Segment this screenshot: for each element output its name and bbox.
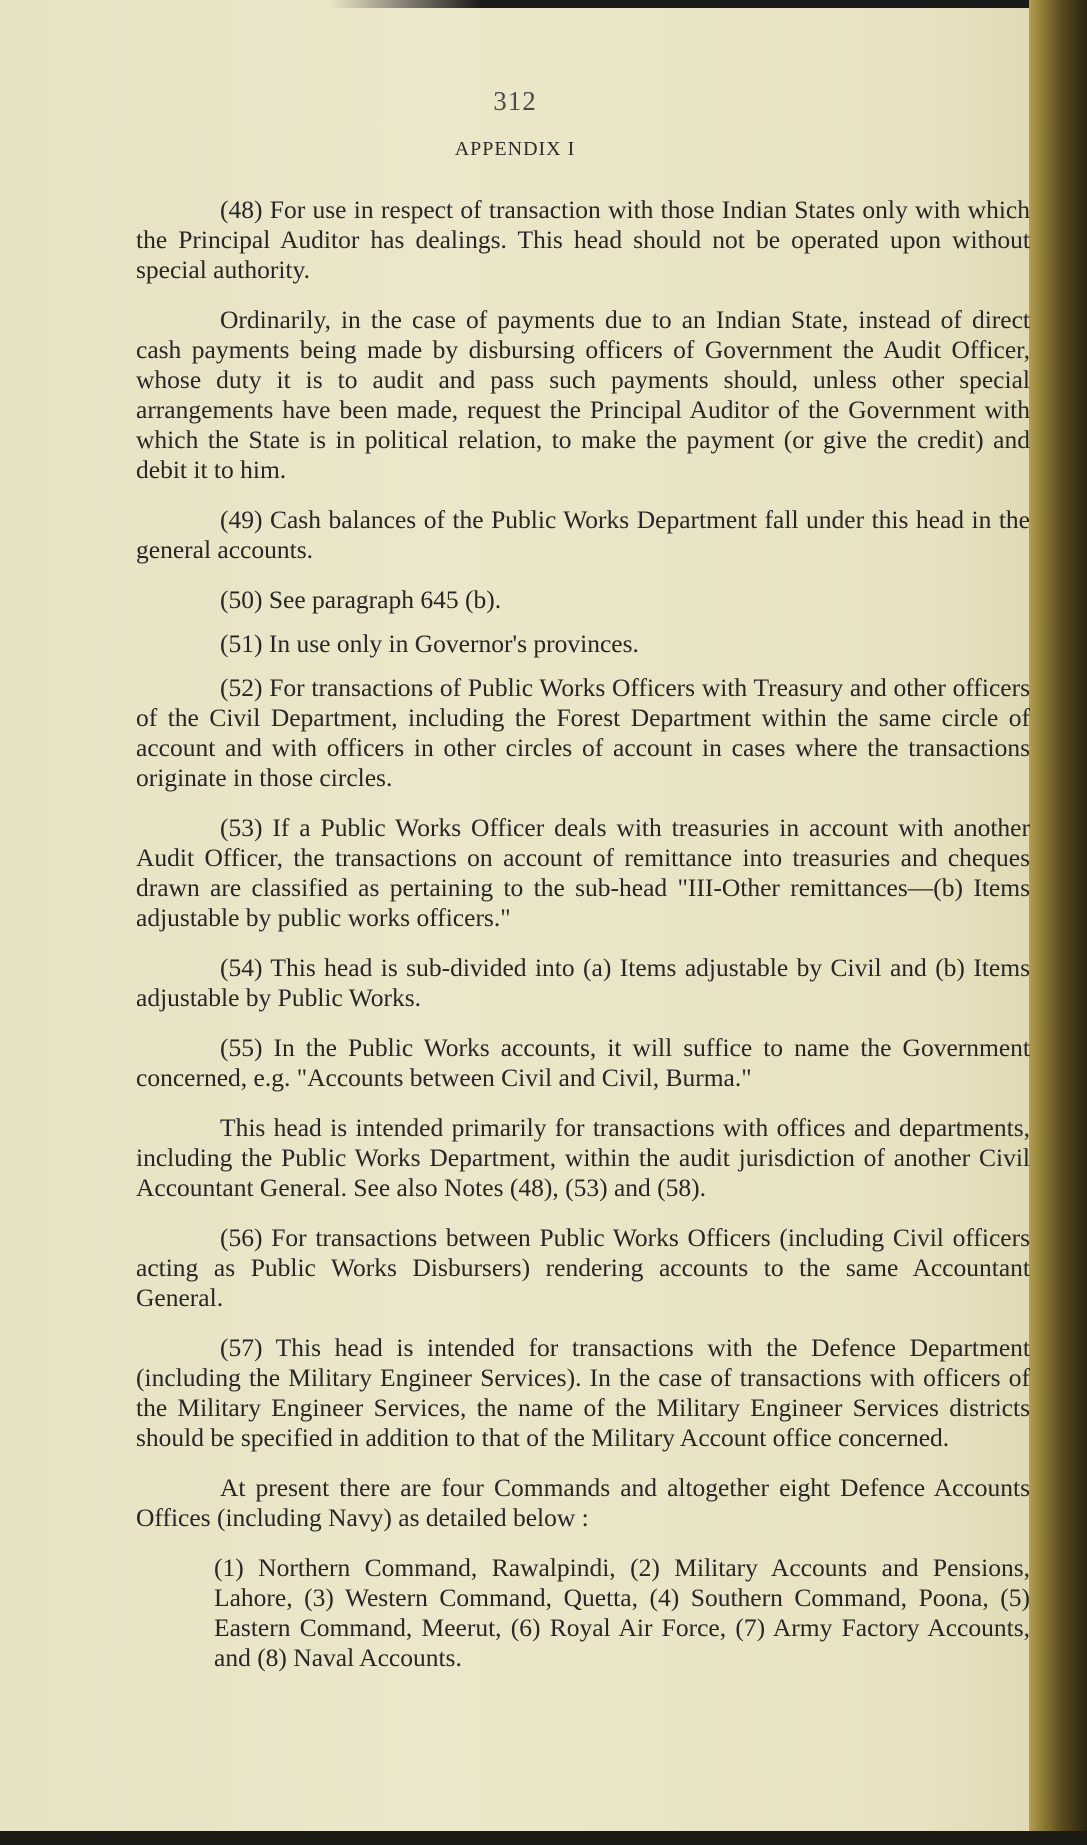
note-54: (54) This head is sub-divided into (a) Items adjustable by Civil and (b) Items adjustable by Public Works.: [136, 953, 1030, 1012]
note-48-continued: Ordinarily, in the case of payments due to an Indian State, instead of direct cash payments being made by disbursing officers of Government the Audit Officer, whose duty it is to audit and pass such payments should, unless other special arrangements have been made, request the Principal Auditor of the Government with which the State is in political relation, to make the payment (or give the credit) and debit it to him.: [136, 305, 1030, 484]
bottom-page-edge: [0, 1831, 1087, 1845]
note-57: (57) This head is intended for transactions with the Defence Department (including the Military Engineer Services). In the case of transactions with officers of the Military Engineer Services, the name of the Military Engineer Services districts should be specified in addition to that of the Military Account office concerned.: [136, 1333, 1030, 1452]
defence-accounts-offices-list: (1) Northern Command, Rawalpindi, (2) Military Accounts and Pensions, Lahore, (3) Western Command, Quetta, (4) Southern Command, Poona, (5) Eastern Command, Meerut, (6) Royal Air Force, (7) Army Factory Accounts, and (8) Naval Accounts.: [214, 1553, 1030, 1672]
appendix-heading: APPENDIX I: [454, 138, 576, 160]
page-number: 312: [493, 86, 537, 116]
top-page-edge: [330, 0, 1087, 8]
note-48: (48) For use in respect of transaction with those Indian States only with which the Principal Auditor has dealings. This head should not be operated upon without special authority.: [136, 195, 1030, 284]
note-57-continued: At present there are four Commands and altogether eight Defence Accounts Offices (including Navy) as detailed below :: [136, 1473, 1030, 1532]
page-body: [136, 195, 1030, 1693]
note-50: (50) See paragraph 645 (b).: [220, 585, 502, 614]
note-52: (52) For transactions of Public Works Officers with Treasury and other officers of the Civil Department, including the Forest Department within the same circle of account and with officers in other circles of account in cases where the transactions originate in those circles.: [136, 673, 1030, 792]
note-55: (55) In the Public Works accounts, it will suffice to name the Government concerned, e.g. "Accounts between Civil and Civil, Burma.": [136, 1033, 1030, 1092]
note-51: (51) In use only in Governor's provinces.: [220, 629, 639, 658]
note-49: (49) Cash balances of the Public Works Department fall under this head in the general accounts.: [136, 505, 1030, 564]
book-spine-shadow: [1029, 0, 1087, 1845]
note-55-continued: This head is intended primarily for transactions with offices and departments, including the Public Works Department, within the audit jurisdiction of another Civil Accountant General. See also Notes (48), (53) and (58).: [136, 1113, 1030, 1202]
note-53: (53) If a Public Works Officer deals with treasuries in account with another Audit Officer, the transactions on account of remittance into treasuries and cheques drawn are classified as pertaining to the sub-head "III-Other remittances—(b) Items adjustable by public works officers.": [136, 813, 1030, 932]
note-56: (56) For transactions between Public Works Officers (including Civil officers acting as Public Works Disbursers) rendering accounts to the same Accountant General.: [136, 1223, 1030, 1312]
